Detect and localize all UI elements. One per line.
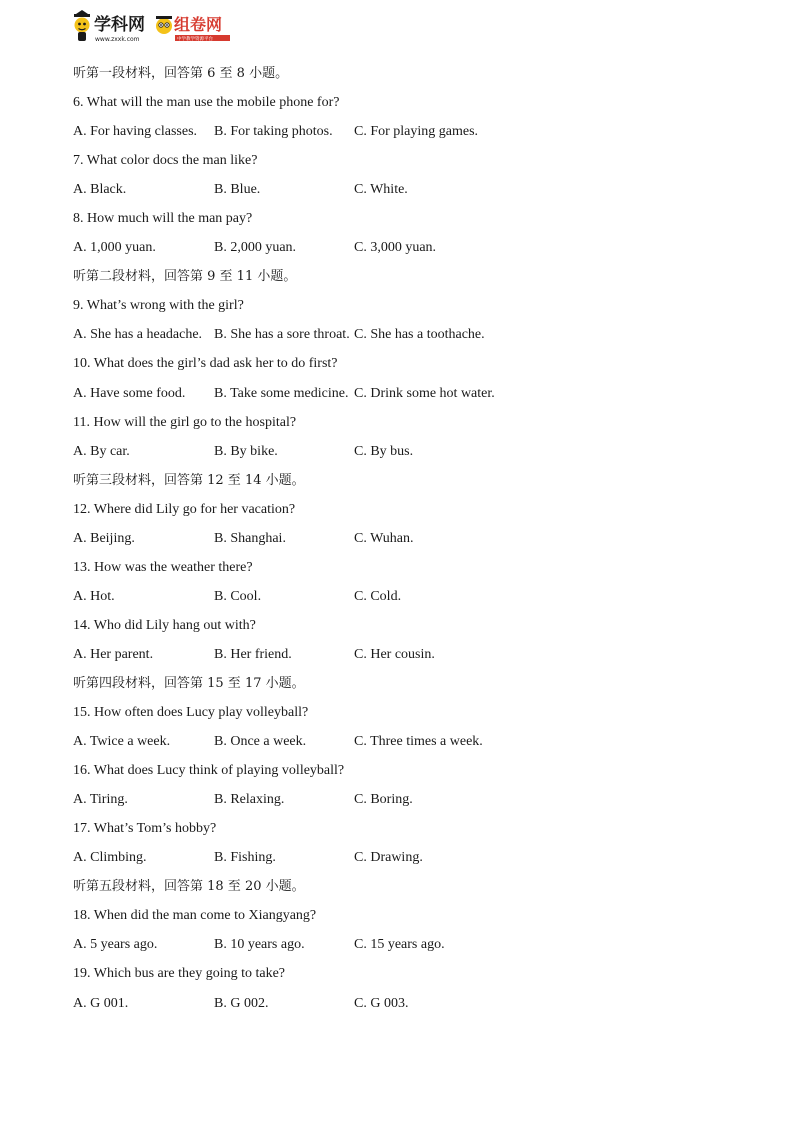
question-text: 9. What’s wrong with the girl? — [73, 298, 244, 314]
option-c: C. Her cousin. — [354, 646, 435, 662]
option-c: C. Drink some hot water. — [354, 385, 495, 401]
option-c: C. Wuhan. — [354, 530, 414, 546]
answer-options — [73, 379, 753, 408]
option-c: C. Three times a week. — [354, 734, 483, 750]
answer-options — [73, 727, 753, 756]
section-heading: 听第五段材料，回答第 18 至 20 小题。 — [73, 879, 305, 895]
answer-options — [73, 320, 753, 349]
question-text: 13. How was the weather there? — [73, 559, 253, 575]
section-heading: 听第一段材料，回答第 6 至 8 小题。 — [73, 66, 289, 81]
question-text: 14. Who did Lily hang out with? — [73, 617, 256, 633]
option-a: A. She has a headache. — [73, 327, 203, 343]
option-c: C. G 003. — [354, 995, 409, 1011]
option-a: A. Black. — [73, 182, 127, 198]
answer-options — [73, 582, 753, 611]
answer-options — [73, 989, 753, 1018]
question-text: 15. How often does Lucy play volleyball? — [73, 705, 309, 721]
option-a: A. By car. — [73, 443, 130, 459]
option-b: B. G 002. — [214, 995, 269, 1011]
option-c: C. 15 years ago. — [354, 937, 445, 953]
answer-options — [73, 843, 753, 872]
option-c: C. She has a toothache. — [354, 327, 485, 343]
option-a: A. Climbing. — [73, 850, 147, 866]
section-heading: 听第二段材料，回答第 9 至 11 小题。 — [73, 269, 297, 285]
option-b: B. Once a week. — [214, 734, 307, 750]
logo-right-text: 组卷网 — [174, 15, 223, 34]
option-b: B. Blue. — [214, 182, 261, 198]
option-b: B. Cool. — [214, 588, 262, 604]
option-c: C. White. — [354, 182, 408, 198]
question-text: 7. What color docs the man like? — [73, 153, 258, 169]
answer-options — [73, 117, 753, 146]
answer-options — [73, 437, 753, 466]
option-a: A. G 001. — [73, 995, 129, 1011]
question-text: 19. Which bus are they going to take? — [73, 966, 286, 982]
option-b: B. For taking photos. — [214, 124, 333, 140]
option-b: B. Take some medicine. — [214, 385, 349, 401]
option-c: C. 3,000 yuan. — [354, 240, 437, 256]
option-a: A. 1,000 yuan. — [73, 240, 156, 256]
question-text: 18. When did the man come to Xiangyang? — [73, 908, 317, 924]
logo-right-subtext: 中学教学资源平台 — [177, 37, 213, 42]
option-b: B. Fishing. — [214, 850, 276, 866]
answer-options — [73, 233, 753, 262]
question-text: 11. How will the girl go to the hospital? — [73, 414, 297, 430]
xuekewang-logo-graphic — [72, 10, 242, 44]
option-a: A. For having classes. — [73, 124, 198, 140]
option-a: A. Hot. — [73, 588, 115, 604]
logo-left-text: 学科网 — [94, 15, 145, 35]
option-b: B. 2,000 yuan. — [214, 240, 297, 256]
option-b: B. 10 years ago. — [214, 937, 305, 953]
question-text: 12. Where did Lily go for her vacation? — [73, 501, 296, 517]
option-c: C. Drawing. — [354, 850, 423, 866]
exam-content — [73, 59, 753, 1018]
option-b: B. Her friend. — [214, 646, 292, 662]
option-a: A. 5 years ago. — [73, 937, 158, 953]
answer-options — [73, 930, 753, 959]
option-a: A. Twice a week. — [73, 734, 171, 750]
answer-options — [73, 524, 753, 553]
option-a: A. Her parent. — [73, 646, 154, 662]
question-text: 6. What will the man use the mobile phone for? — [73, 95, 340, 111]
option-b: B. By bike. — [214, 443, 278, 459]
mascot-icon — [74, 10, 90, 41]
option-a: A. Have some food. — [73, 385, 186, 401]
answer-options — [73, 785, 753, 814]
question-text: 10. What does the girl’s dad ask her to do first? — [73, 356, 338, 372]
option-c: C. By bus. — [354, 443, 414, 459]
option-b: B. She has a sore throat. — [214, 327, 350, 343]
option-b: B. Relaxing. — [214, 792, 285, 808]
logo-left-subtext: www.zxxk.com — [95, 36, 140, 43]
question-text: 17. What’s Tom’s hobby? — [73, 821, 217, 837]
option-c: C. Cold. — [354, 588, 402, 604]
question-text: 16. What does Lucy think of playing volleyball? — [73, 763, 345, 779]
owl-mascot-icon — [156, 16, 172, 34]
option-a: A. Tiring. — [73, 792, 128, 808]
option-a: A. Beijing. — [73, 530, 135, 546]
answer-options — [73, 640, 753, 669]
section-heading: 听第三段材料，回答第 12 至 14 小题。 — [73, 472, 305, 488]
question-text: 8. How much will the man pay? — [73, 211, 253, 227]
option-c: C. For playing games. — [354, 124, 479, 140]
option-c: C. Boring. — [354, 792, 413, 808]
header-logo — [72, 10, 242, 44]
option-b: B. Shanghai. — [214, 530, 286, 546]
answer-options — [73, 175, 753, 204]
section-heading: 听第四段材料，回答第 15 至 17 小题。 — [73, 675, 305, 691]
